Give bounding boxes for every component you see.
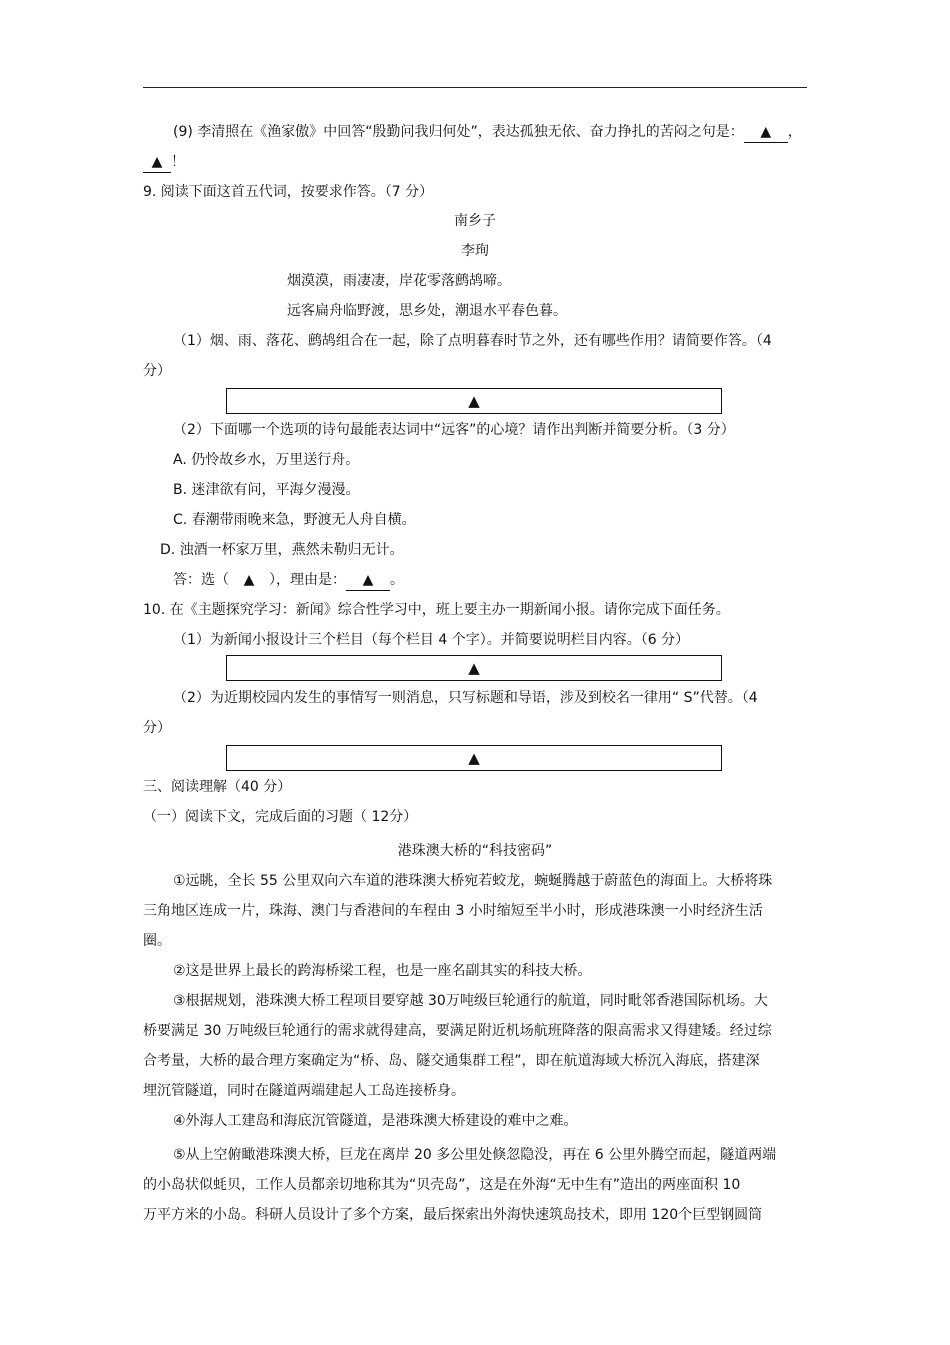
q9-sub1: （1）烟、雨、落花、鹧鸪组合在一起，除了点明暮春时节之外，还有哪些作用？请简要作答。（4 [173,333,772,349]
answer-box[interactable]: ▲ [226,388,722,414]
poem-title: 南乡子 [454,213,496,229]
article-line: ①远眺，全长 55 公里双向六车道的港珠澳大桥宛若蛟龙，蜿蜒腾越于蔚蓝色的海面上。大桥将珠 [173,873,773,889]
option-b: B. 迷津欲有问，平海夕漫漫。 [173,482,360,498]
q8-item9-line1: (9) 李清照在《渔家傲》中回答“殷勤问我归何处”，表达孤独无依、奋力挣扎的苦闷之句是： ▲ ， [173,122,807,143]
article-line: 埋沉管隧道，同时在隧道两端建起人工岛连接桥身。 [143,1083,465,1099]
poem-line: 远客扁舟临野渡，思乡处，潮退水平春色暮。 [287,303,567,319]
answer-blank[interactable]: ▲ [143,152,171,173]
answer-box[interactable]: ▲ [226,655,722,681]
article-line: ⑤从上空俯瞰港珠澳大桥，巨龙在离岸 20 多公里处倏忽隐没，再在 6 公里外腾空而起，隧道两端 [173,1147,777,1163]
article-line: ③根据规划，港珠澳大桥工程项目要穿越 30万吨级巨轮通行的航道，同时毗邻香港国际机场。大 [173,993,768,1009]
poem-author: 李珣 [461,243,489,259]
q9-sub2: （2）下面哪一个选项的诗句最能表达词中“远客”的心境？请作出判断并简要分析。（3 分） [173,422,735,438]
article-line: 圈。 [143,933,171,949]
reason-blank[interactable]: ▲ [346,570,390,591]
option-d: D. 浊酒一杯家万里，燕然未勒归无计。 [160,542,404,558]
option-c: C. 春潮带雨晚来急，野渡无人舟自横。 [173,512,416,528]
article-line: ②这是世界上最长的跨海桥梁工程，也是一座名副其实的科技大桥。 [173,963,592,979]
article-line: 万平方米的小岛。科研人员设计了多个方案，最后探索出外海快速筑岛技术，即用 120个巨型钢圆筒 [143,1207,763,1223]
article-line: 的小岛状似蚝贝，工作人员都亲切地称其为“贝壳岛”，这是在外海“无中生有”造出的两座面积 10 [143,1177,741,1193]
q10-sub2: （2）为近期校园内发生的事情写一则消息，只写标题和导语，涉及到校名一律用“ S”代替。（4 [173,690,758,706]
choice-blank[interactable]: ▲ [243,572,255,588]
q9-heading: 9. 阅读下面这首五代词，按要求作答。（7 分） [143,184,434,200]
answer-box[interactable]: ▲ [226,745,722,771]
poem-line: 烟漠漠，雨凄凄，岸花零落鹧鸪啼。 [287,273,511,289]
answer-blank[interactable]: ▲ [744,122,788,143]
q8-item9-line2: ▲ ！ [143,152,807,173]
header-rule [143,87,807,88]
q9-sub1-cont: 分） [143,363,171,379]
article-line: 桥要满足 30 万吨级巨轮通行的需求就得建高，要满足附近机场航班降落的限高需求又得建矮。经过综 [143,1023,772,1039]
option-a: A. 仍怜故乡水，万里送行舟。 [173,452,360,468]
section3-heading: 三、阅读理解（40 分） [143,779,292,795]
section3-part1: （一）阅读下文，完成后面的习题（ 12分） [143,809,418,825]
article-line: 三角地区连成一片，珠海、澳门与香港间的车程由 3 小时缩短至半小时，形成港珠澳一小时经济生活 [143,903,763,919]
q9-answer-line: 答：选（ ▲ ），理由是： ▲ 。 [173,570,807,591]
q10-heading: 10. 在《主题探究学习：新闻》综合性学习中，班上要主办一期新闻小报。请你完成下面任务。 [143,602,730,618]
article-title: 港珠澳大桥的“科技密码” [397,843,553,859]
q10-sub1: （1）为新闻小报设计三个栏目（每个栏目 4 个字）。并简要说明栏目内容。（6 分） [173,632,690,648]
q10-sub2-cont: 分） [143,720,171,736]
article-line: 合考量，大桥的最合理方案确定为“桥、岛、隧交通集群工程”，即在航道海域大桥沉入海底，搭建深 [143,1053,760,1069]
article-line: ④外海人工建岛和海底沉管隧道，是港珠澳大桥建设的难中之难。 [173,1113,578,1129]
